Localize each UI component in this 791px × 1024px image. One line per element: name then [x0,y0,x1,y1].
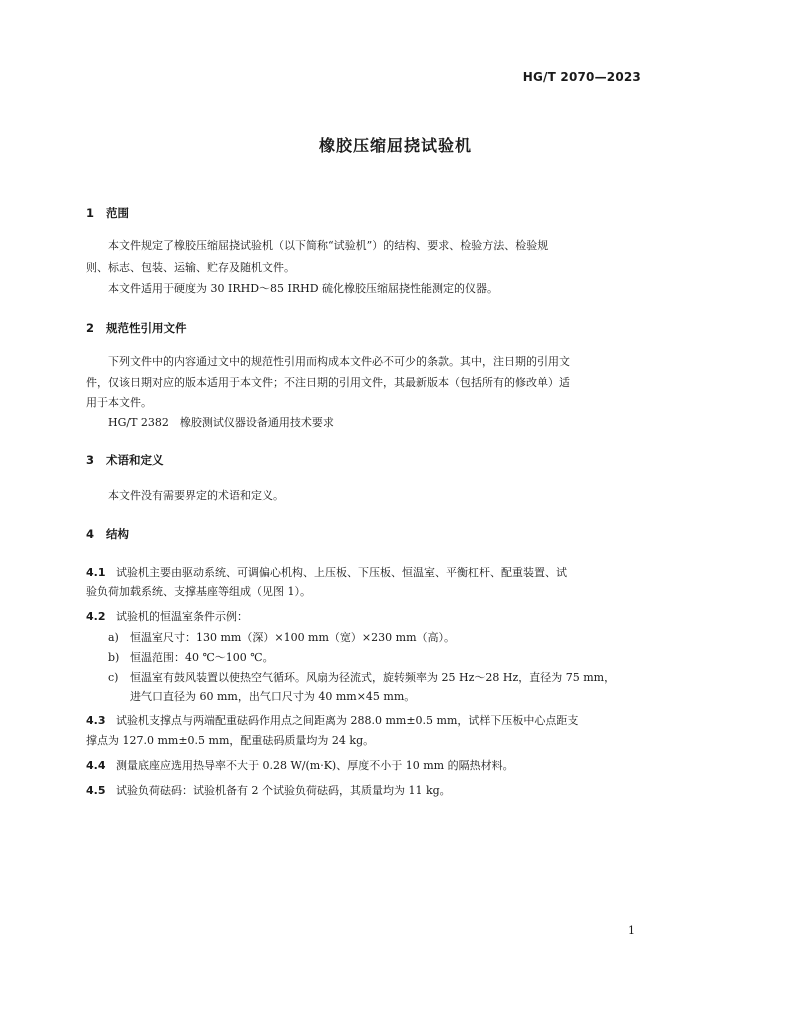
section-3-paragraph: 本文件没有需要界定的术语和定义。 [108,489,284,502]
section-2-paragraph-line-1: 下列文件中的内容通过文中的规范性引用而构成本文件必不可少的条款。其中，注日期的引用文 [108,355,570,368]
section-3-number: 3 [86,453,95,467]
section-1-heading [86,205,129,221]
section-4-number: 4 [86,527,95,541]
section-1-title: 范围 [106,206,129,220]
clause-4-5-number: 4.5 [86,784,106,797]
clause-4-4-line-1 [86,756,514,775]
clause-4-2-item-c-line-2: 进气口直径为 60 mm，出气口尺寸为 40 mm×45 mm。 [130,690,416,703]
clause-4-4-number: 4.4 [86,759,106,772]
section-2-title: 规范性引用文件 [106,321,187,335]
clause-4-5-text: 试验负荷砝码：试验机备有 2 个试验负荷砝码，其质量均为 11 kg。 [116,784,451,797]
clause-4-2-item-c [108,668,615,687]
section-2-heading [86,320,187,336]
clause-4-3-line-1 [86,711,578,730]
section-2-paragraph-line-2: 件，仅该日期对应的版本适用于本文件；不注日期的引用文件，其最新版本（包括所有的修改单）适 [86,376,570,389]
clause-4-4-text: 测量底座应选用热导率不大于 0.28 W/(m·K)、厚度不小于 10 mm 的隔热材料。 [116,759,514,772]
clause-4-2-line-1 [86,607,248,626]
section-2-reference: HG/T 2382 橡胶测试仪器设备通用技术要求 [108,416,334,429]
section-2-number: 2 [86,321,95,335]
clause-4-2-number: 4.2 [86,610,106,623]
section-1-paragraph-2: 本文件适用于硬度为 30 IRHD～85 IRHD 硫化橡胶压缩屈挠性能测定的仪器。 [108,282,499,295]
item-a-text: 恒温室尺寸：130 mm（深）×100 mm（宽）×230 mm（高）。 [130,631,455,644]
page-number: 1 [628,924,635,937]
section-3-title: 术语和定义 [106,453,164,467]
clause-4-1-text: 试验机主要由驱动系统、可调偏心机构、上压板、下压板、恒温室、平衡杠杆、配重装置、试 [116,566,567,579]
section-4-heading [86,526,129,542]
clause-4-1-line-2: 验负荷加载系统、支撑基座等组成（见图 1）。 [86,585,311,598]
section-4-title: 结构 [106,527,129,541]
item-c-text-line-1: 恒温室有鼓风装置以使热空气循环。风扇为径流式，旋转频率为 25 Hz～28 Hz，直径为 75 mm， [130,671,616,684]
section-1-number: 1 [86,206,95,220]
document-title: 橡胶压缩屈挠试验机 [318,136,472,155]
section-1-paragraph-1-line-1: 本文件规定了橡胶压缩屈挠试验机（以下简称“试验机”）的结构、要求、检验方法、检验规 [108,239,549,252]
item-a-marker: a) [108,631,119,644]
section-3-heading [86,452,164,468]
item-b-text: 恒温范围：40 ℃～100 ℃。 [130,651,274,664]
clause-4-2-item-a [108,628,455,647]
section-2-paragraph-line-3: 用于本文件。 [86,396,152,409]
clause-4-2-item-b [108,648,274,667]
clause-4-1-number: 4.1 [86,566,106,579]
clause-4-5-line-1 [86,781,451,800]
standard-code: HG/T 2070—2023 [522,70,641,84]
clause-4-1-line-1 [86,563,567,582]
clause-4-3-line-2: 撑点为 127.0 mm±0.5 mm，配重砝码质量均为 24 kg。 [86,734,375,747]
clause-4-3-text: 试验机支撑点与两端配重砝码作用点之间距离为 288.0 mm±0.5 mm，试样下压板中心点距支 [116,714,579,727]
section-1-paragraph-1-line-2: 则、标志、包装、运输、贮存及随机文件。 [86,261,295,274]
clause-4-3-number: 4.3 [86,714,106,727]
clause-4-2-text: 试验机的恒温室条件示例： [116,610,248,623]
item-c-marker: c) [108,671,119,684]
item-b-marker: b) [108,651,120,664]
